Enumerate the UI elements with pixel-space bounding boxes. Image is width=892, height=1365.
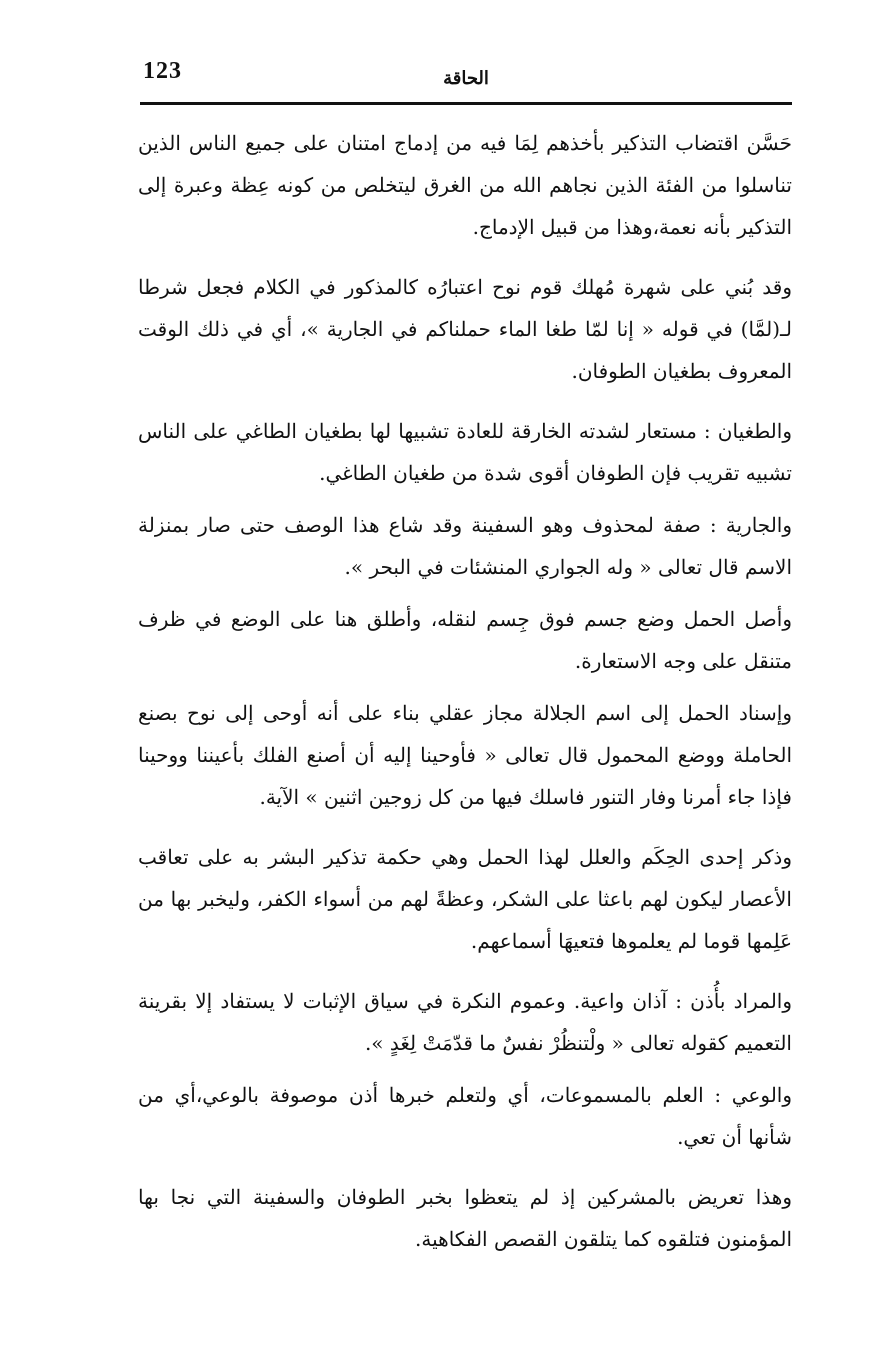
paragraph: وهذا تعريض بالمشركين إذ لم يتعظوا بخبر الطوفان والسفينة التي نجا بها المؤمنون فتلقوه كما يتلقون القصص الفكاهية. xyxy=(138,1185,792,1251)
paragraph: وذكر إحدى الحِكَم والعلل لهذا الحمل وهي حكمة تذكير البشر به على تعاقب الأعصار ليكون لهم باعثا على الشكر، وعظةً لهم من أسواء الكفر، وليخبر بها من عَلِمها قوما لم يعلموها فتعيهَا أسماعهم. xyxy=(138,845,792,953)
paragraph: والمراد بأُذن : آذان واعية. وعموم النكرة في سياق الإثبات لا يستفاد إلا بقرينة التعميم كقوله تعالى « ولْتنظُرْ نفسٌ ما قدّمَتْ لِغَدٍ ». xyxy=(138,989,792,1055)
paragraph: حَسَّن اقتضاب التذكير بأخذهم لِمَا فيه من إدماج امتنان على جميع الناس الذين تناسلوا من الفئة الذين نجاهم الله من الغرق ليتخلص من كونه عِظة وعبرة إلى التذكير بأنه نعمة،وهذا من قبيل الإدماج. xyxy=(138,131,792,239)
body-text xyxy=(138,122,792,1260)
paragraph: والجارية : صفة لمحذوف وهو السفينة وقد شاع هذا الوصف حتى صار بمنزلة الاسم قال تعالى « وله الجواري المنشئات في البحر ». xyxy=(138,513,792,579)
page-number: 123 xyxy=(143,58,182,84)
header-rule xyxy=(140,102,792,105)
paragraph: وأصل الحمل وضع جسم فوق جِسم لنقله، وأطلق هنا على الوضع في ظرف متنقل على وجه الاستعارة. xyxy=(138,607,792,673)
running-title: الحاقة xyxy=(443,68,489,89)
paragraph: وإسناد الحمل إلى اسم الجلالة مجاز عقلي بناء على أنه أوحى إلى نوح بصنع الحاملة ووضع المحمول قال تعالى « فأوحينا إليه أن أصنع الفلك بأعيننا ووحينا فإذا جاء أمرنا وفار التنور فاسلك فيها من كل زوجين اثنين » الآية. xyxy=(138,701,792,809)
paragraph: والطغيان : مستعار لشدته الخارقة للعادة تشبيها لها بطغيان الطاغي على الناس تشبيه تقريب فإن الطوفان أقوى شدة من طغيان الطاغي. xyxy=(138,419,792,485)
paragraph: والوعي : العلم بالمسموعات، أي ولتعلم خبرها أذن موصوفة بالوعي،أي من شأنها أن تعي. xyxy=(138,1083,792,1149)
page-header xyxy=(140,50,792,100)
paragraph: وقد بُني على شهرة مُهلك قوم نوح اعتبارُه كالمذكور في الكلام فجعل شرطا لـ(لمَّا) في قوله « إنا لمّا طغا الماء حملناكم في الجارية »، أي في ذلك الوقت المعروف بطغيان الطوفان. xyxy=(138,275,792,383)
